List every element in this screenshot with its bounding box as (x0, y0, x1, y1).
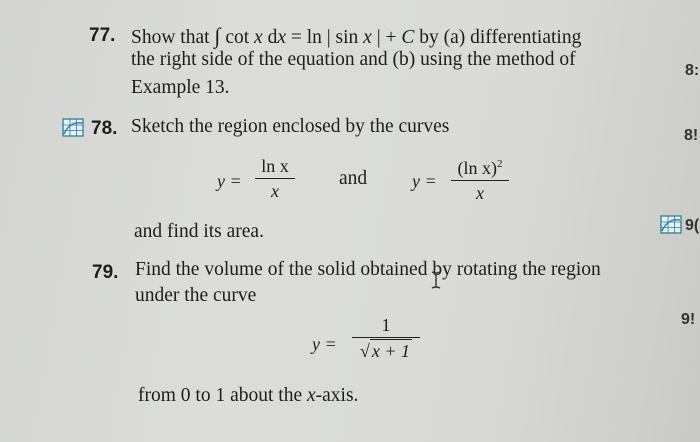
eq2-numerator: (ln x)$^2$ (457, 158, 503, 178)
and-text: and (339, 168, 368, 189)
problem-79-line2: under the curve (135, 285, 257, 306)
eq1-fraction (255, 155, 295, 202)
graph-icon (62, 118, 84, 137)
problem-79-line3: from 0 to 1 about the x-axis. (138, 385, 359, 406)
graph-icon (660, 215, 682, 234)
problem-78-line2: and find its area. (134, 221, 264, 242)
eq2-denominator: x (476, 183, 484, 203)
eq3-numerator: 1 (381, 315, 391, 335)
eq1-denominator: x (271, 181, 279, 201)
margin-number-1: 8: (685, 62, 700, 79)
eq3-fraction (352, 314, 420, 362)
problem-77-line1: Show that ∫ cot x dx = ln | sin x | + C by (a) differentiating (131, 23, 582, 48)
problem-79-number: 79. (92, 262, 119, 283)
problem-79-line1: Find the volume of the solid obtained by rotating the region (135, 259, 601, 280)
problem-77-number: 77. (89, 25, 116, 46)
eq2-fraction (451, 153, 509, 204)
margin-number-2: 8! (684, 127, 699, 144)
problem-77-line2: the right side of the equation and (b) using the method of (131, 49, 576, 70)
margin-number-3: 9( (685, 217, 700, 234)
eq3-lhs: y = (312, 334, 337, 354)
eq2-lhs: y = (412, 171, 437, 191)
problem-78-line1: Sketch the region enclosed by the curves (131, 116, 450, 137)
margin-number-4: 9! (681, 311, 696, 328)
eq3-denominator: √ x + 1 (359, 341, 411, 361)
problem-78-number: 78. (91, 118, 118, 139)
problem-77-line3: Example 13. (131, 77, 230, 98)
eq1-lhs: y = (217, 171, 242, 191)
eq1-numerator: ln x (261, 156, 289, 176)
text-cursor-icon (430, 270, 442, 290)
